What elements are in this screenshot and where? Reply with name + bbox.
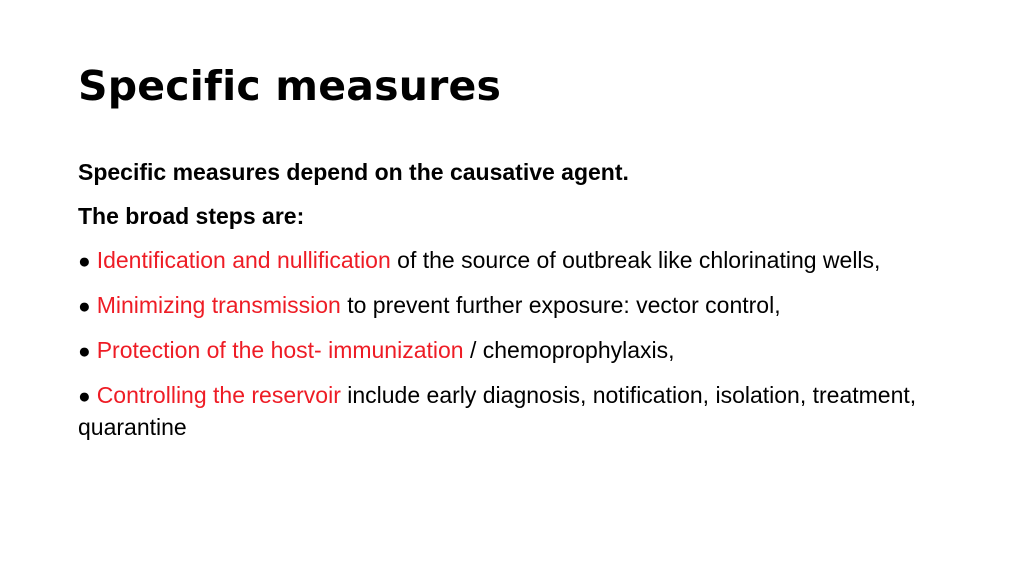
bullet-highlight: Minimizing transmission (96, 292, 341, 318)
slide-title: Specific measures (78, 62, 502, 110)
bullet-icon: ● (78, 385, 91, 408)
bullet-highlight: Controlling the reservoir (96, 382, 341, 408)
slide-body (78, 157, 958, 456)
bullet-text: include early diagnosis, notification, isolation, treatment, quarantine (78, 382, 917, 440)
bullet-item-source (78, 245, 958, 277)
bullet-item-transmission (78, 290, 958, 322)
steps-heading: The broad steps are: (78, 203, 305, 229)
bullet-highlight: Protection of the host- immunization (96, 337, 464, 363)
bullet-highlight: Identification and nullification (96, 247, 391, 273)
intro-line: Specific measures depend on the causative agent. (78, 159, 629, 185)
bullet-text: / chemoprophylaxis, (463, 337, 675, 363)
bullet-icon: ● (78, 250, 91, 273)
bullet-text: of the source of outbreak like chlorinating wells, (390, 247, 881, 273)
bullet-item-reservoir (78, 380, 958, 443)
bullet-icon: ● (78, 295, 91, 318)
bullet-icon: ● (78, 340, 91, 363)
bullet-text: to prevent further exposure: vector control, (340, 292, 781, 318)
bullet-item-host-protection (78, 335, 958, 367)
